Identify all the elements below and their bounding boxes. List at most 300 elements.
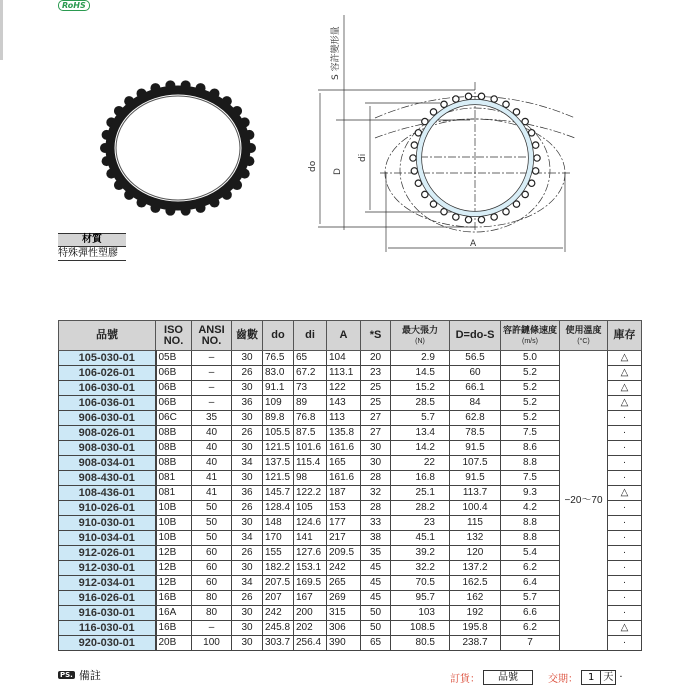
cell-teeth: 26 <box>232 546 263 561</box>
cell-s: 65 <box>361 636 391 651</box>
table-row <box>59 471 642 486</box>
cell-iso-no: 06B <box>156 396 192 411</box>
cell-chain-speed: 5.7 <box>501 591 560 606</box>
cell-s: 23 <box>361 366 391 381</box>
deformation-diagram <box>290 0 590 260</box>
cell-teeth: 34 <box>232 456 263 471</box>
cell-max-tension: 14.5 <box>391 366 450 381</box>
cell-stock: · <box>608 561 642 576</box>
table-row <box>59 606 642 621</box>
table-row <box>59 636 642 651</box>
header-label: 使用溫度 <box>565 324 602 335</box>
cell-d: 100.4 <box>450 501 501 516</box>
cell-iso-no: 20B <box>156 636 192 651</box>
cell-stock: △ <box>608 351 642 366</box>
cell-a: 161.6 <box>327 471 361 486</box>
cell-a: 113.1 <box>327 366 361 381</box>
material-value: 特殊彈性塑膠 <box>58 247 126 261</box>
cell-iso-no: 06C <box>156 411 192 426</box>
cell-chain-speed: 7.5 <box>501 426 560 441</box>
cell-di: 115.4 <box>294 456 327 471</box>
cell-max-tension: 16.8 <box>391 471 450 486</box>
cell-ansi-no: 35 <box>192 411 232 426</box>
cell-max-tension: 28.2 <box>391 501 450 516</box>
cell-d: 137.2 <box>450 561 501 576</box>
cell-di: 98 <box>294 471 327 486</box>
cell-chain-speed: 9.3 <box>501 486 560 501</box>
cell-a: 165 <box>327 456 361 471</box>
header-label: *S <box>369 329 382 341</box>
cell-chain-speed: 8.6 <box>501 441 560 456</box>
cell-s: 35 <box>361 546 391 561</box>
cell-part-no[interactable]: 910-034-01 <box>59 531 156 546</box>
cell-chain-speed: 7.5 <box>501 471 560 486</box>
cell-teeth: 30 <box>232 606 263 621</box>
cell-ansi-no: – <box>192 351 232 366</box>
cell-chain-speed: 5.4 <box>501 546 560 561</box>
cell-stock: · <box>608 456 642 471</box>
header-label: 容許鏈條速度 <box>502 324 557 335</box>
material-box <box>58 233 126 261</box>
header-label: A <box>339 329 348 341</box>
cell-s: 20 <box>361 351 391 366</box>
cell-part-no[interactable]: 912-026-01 <box>59 546 156 561</box>
cell-a: 104 <box>327 351 361 366</box>
cell-part-no[interactable]: 106-026-01 <box>59 366 156 381</box>
cell-iso-no: 10B <box>156 516 192 531</box>
order-label: 訂貨： <box>450 674 480 685</box>
header-label: 最大張力 <box>401 324 438 335</box>
cell-stock: · <box>608 441 642 456</box>
cell-s: 30 <box>361 441 391 456</box>
header-teeth <box>232 321 263 351</box>
cell-ansi-no: – <box>192 381 232 396</box>
cell-chain-speed: 5.2 <box>501 411 560 426</box>
cell-a: 161.6 <box>327 441 361 456</box>
cell-do: 109 <box>263 396 294 411</box>
cell-d: 238.7 <box>450 636 501 651</box>
cell-di: 202 <box>294 621 327 636</box>
header-label: 齒數 <box>236 329 258 341</box>
cell-chain-speed: 6.4 <box>501 576 560 591</box>
cell-d: 107.5 <box>450 456 501 471</box>
cell-max-tension: 80.5 <box>391 636 450 651</box>
cell-d: 120 <box>450 546 501 561</box>
table-row <box>59 501 642 516</box>
cell-di: 89 <box>294 396 327 411</box>
cell-d: 192 <box>450 606 501 621</box>
cell-chain-speed: 6.2 <box>501 621 560 636</box>
rohs-badge: RoHS <box>58 0 90 11</box>
cell-teeth: 34 <box>232 576 263 591</box>
cell-d: 162 <box>450 591 501 606</box>
cell-ansi-no: 80 <box>192 591 232 606</box>
cell-part-no[interactable]: 920-030-01 <box>59 636 156 651</box>
label-do: do <box>308 160 318 172</box>
table-row <box>59 531 642 546</box>
header-di <box>294 321 327 351</box>
cell-teeth: 30 <box>232 411 263 426</box>
cell-stock: · <box>608 411 642 426</box>
trailing-dot: · <box>619 672 623 683</box>
cell-stock: △ <box>608 396 642 411</box>
cell-stock: △ <box>608 381 642 396</box>
cell-chain-speed: 6.6 <box>501 606 560 621</box>
header-max-tension <box>391 321 450 351</box>
cell-s: 50 <box>361 621 391 636</box>
cell-ansi-no: 40 <box>192 426 232 441</box>
table-row <box>59 351 642 366</box>
page-edge <box>0 0 3 60</box>
chain-ring-photo <box>95 80 265 220</box>
cell-d: 56.5 <box>450 351 501 366</box>
cell-teeth: 30 <box>232 516 263 531</box>
cell-iso-no: 05B <box>156 351 192 366</box>
cell-do: 76.5 <box>263 351 294 366</box>
table-row <box>59 456 642 471</box>
cell-di: 124.6 <box>294 516 327 531</box>
cell-max-tension: 103 <box>391 606 450 621</box>
cell-stock: · <box>608 576 642 591</box>
cell-d: 113.7 <box>450 486 501 501</box>
header-d <box>450 321 501 351</box>
cell-s: 28 <box>361 471 391 486</box>
cell-max-tension: 13.4 <box>391 426 450 441</box>
table-row <box>59 561 642 576</box>
cell-max-tension: 32.2 <box>391 561 450 576</box>
cell-teeth: 36 <box>232 486 263 501</box>
cell-d: 115 <box>450 516 501 531</box>
header-do <box>263 321 294 351</box>
cell-iso-no: 16B <box>156 591 192 606</box>
cell-part-no[interactable]: 908-026-01 <box>59 426 156 441</box>
cell-teeth: 26 <box>232 426 263 441</box>
cell-stock: · <box>608 531 642 546</box>
cell-part-no[interactable]: 912-030-01 <box>59 561 156 576</box>
cell-di: 127.6 <box>294 546 327 561</box>
cell-do: 170 <box>263 531 294 546</box>
cell-a: 217 <box>327 531 361 546</box>
cell-chain-speed: 8.8 <box>501 456 560 471</box>
header-temperature <box>560 321 608 351</box>
cell-stock: · <box>608 591 642 606</box>
cell-max-tension: 5.7 <box>391 411 450 426</box>
order-info <box>450 670 623 685</box>
cell-a: 122 <box>327 381 361 396</box>
cell-do: 148 <box>263 516 294 531</box>
cell-ansi-no: 50 <box>192 531 232 546</box>
cell-max-tension: 22 <box>391 456 450 471</box>
label-s: S 容許變形量 <box>331 26 341 80</box>
cell-stock: · <box>608 501 642 516</box>
cell-teeth: 30 <box>232 636 263 651</box>
cell-a: 315 <box>327 606 361 621</box>
cell-a: 242 <box>327 561 361 576</box>
cell-do: 207 <box>263 591 294 606</box>
cell-chain-speed: 6.2 <box>501 561 560 576</box>
cell-do: 137.5 <box>263 456 294 471</box>
header-unit: (m/s) <box>522 337 538 345</box>
header-unit: (°C) <box>577 337 590 345</box>
header-label: 庫存 <box>613 329 636 341</box>
cell-ansi-no: 50 <box>192 501 232 516</box>
cell-teeth: 36 <box>232 396 263 411</box>
cell-max-tension: 70.5 <box>391 576 450 591</box>
cell-do: 145.7 <box>263 486 294 501</box>
cell-s: 27 <box>361 411 391 426</box>
cell-s: 30 <box>361 456 391 471</box>
label-d: D <box>333 168 343 175</box>
table-row <box>59 426 642 441</box>
cell-part-no[interactable]: 116-030-01 <box>59 621 156 636</box>
cell-ansi-no: 50 <box>192 516 232 531</box>
header-label: do <box>271 329 285 341</box>
table-row <box>59 441 642 456</box>
cell-di: 65 <box>294 351 327 366</box>
header-label: 品號 <box>96 329 118 341</box>
cell-stock: △ <box>608 366 642 381</box>
cell-stock: · <box>608 516 642 531</box>
cell-iso-no: 10B <box>156 501 192 516</box>
cell-teeth: 30 <box>232 471 263 486</box>
cell-teeth: 30 <box>232 561 263 576</box>
material-label: 材質 <box>58 233 126 247</box>
cell-d: 66.1 <box>450 381 501 396</box>
delivery-unit: 天 <box>600 670 616 685</box>
table-row <box>59 621 642 636</box>
cell-di: 256.4 <box>294 636 327 651</box>
cell-temperature: −20～70 <box>560 351 608 651</box>
remark-section <box>58 667 101 683</box>
cell-ansi-no: 60 <box>192 546 232 561</box>
cell-di: 167 <box>294 591 327 606</box>
cell-s: 45 <box>361 576 391 591</box>
cell-di: 153.1 <box>294 561 327 576</box>
cell-di: 200 <box>294 606 327 621</box>
cell-iso-no: 10B <box>156 531 192 546</box>
cell-ansi-no: – <box>192 621 232 636</box>
cell-iso-no: 081 <box>156 471 192 486</box>
cell-stock: · <box>608 546 642 561</box>
cell-part-no[interactable]: 106-036-01 <box>59 396 156 411</box>
cell-iso-no: 081 <box>156 486 192 501</box>
cell-d: 91.5 <box>450 471 501 486</box>
remark-label: 備註 <box>78 669 101 682</box>
cell-max-tension: 108.5 <box>391 621 450 636</box>
header-label: ANSI NO. <box>198 323 225 347</box>
cell-part-no[interactable]: 908-430-01 <box>59 471 156 486</box>
cell-chain-speed: 4.2 <box>501 501 560 516</box>
cell-a: 390 <box>327 636 361 651</box>
cell-iso-no: 06B <box>156 381 192 396</box>
cell-di: 105 <box>294 501 327 516</box>
cell-s: 27 <box>361 426 391 441</box>
cell-part-no[interactable]: 910-026-01 <box>59 501 156 516</box>
cell-max-tension: 39.2 <box>391 546 450 561</box>
cell-part-no[interactable]: 106-030-01 <box>59 381 156 396</box>
header-iso-no <box>156 321 192 351</box>
table-row <box>59 546 642 561</box>
cell-stock: · <box>608 426 642 441</box>
cell-s: 32 <box>361 486 391 501</box>
cell-a: 177 <box>327 516 361 531</box>
cell-teeth: 30 <box>232 621 263 636</box>
cell-stock: · <box>608 471 642 486</box>
cell-a: 143 <box>327 396 361 411</box>
cell-stock: · <box>608 636 642 651</box>
cell-stock: △ <box>608 486 642 501</box>
cell-teeth: 30 <box>232 441 263 456</box>
cell-max-tension: 95.7 <box>391 591 450 606</box>
header-label: ISO NO. <box>163 323 184 347</box>
label-a: A <box>470 239 477 249</box>
cell-di: 73 <box>294 381 327 396</box>
cell-di: 141 <box>294 531 327 546</box>
cell-ansi-no: 41 <box>192 486 232 501</box>
cell-max-tension: 2.9 <box>391 351 450 366</box>
cell-iso-no: 16B <box>156 621 192 636</box>
cell-iso-no: 08B <box>156 426 192 441</box>
cell-d: 60 <box>450 366 501 381</box>
cell-do: 121.5 <box>263 471 294 486</box>
table-row <box>59 486 642 501</box>
header-stock <box>608 321 642 351</box>
cell-chain-speed: 5.2 <box>501 396 560 411</box>
label-di: di <box>358 153 368 162</box>
header-chain-speed <box>501 321 560 351</box>
cell-ansi-no: 40 <box>192 456 232 471</box>
cell-iso-no: 12B <box>156 546 192 561</box>
cell-part-no[interactable]: 906-030-01 <box>59 411 156 426</box>
cell-d: 132 <box>450 531 501 546</box>
header-label: D=do-S <box>455 329 495 341</box>
cell-d: 91.5 <box>450 441 501 456</box>
table-row <box>59 366 642 381</box>
cell-a: 153 <box>327 501 361 516</box>
cell-s: 38 <box>361 531 391 546</box>
cell-do: 121.5 <box>263 441 294 456</box>
cell-chain-speed: 8.8 <box>501 516 560 531</box>
cell-do: 245.8 <box>263 621 294 636</box>
cell-chain-speed: 8.8 <box>501 531 560 546</box>
cell-part-no[interactable]: 108-436-01 <box>59 486 156 501</box>
cell-a: 135.8 <box>327 426 361 441</box>
header-ansi-no <box>192 321 232 351</box>
header-s <box>361 321 391 351</box>
cell-max-tension: 28.5 <box>391 396 450 411</box>
cell-iso-no: 16A <box>156 606 192 621</box>
cell-do: 155 <box>263 546 294 561</box>
cell-max-tension: 45.1 <box>391 531 450 546</box>
cell-part-no[interactable]: 908-034-01 <box>59 456 156 471</box>
header-a <box>327 321 361 351</box>
cell-iso-no: 12B <box>156 561 192 576</box>
delivery-label: 交期： <box>548 674 578 685</box>
cell-teeth: 30 <box>232 351 263 366</box>
cell-ansi-no: 40 <box>192 441 232 456</box>
cell-d: 195.8 <box>450 621 501 636</box>
cell-do: 91.1 <box>263 381 294 396</box>
table-row <box>59 411 642 426</box>
cell-chain-speed: 5.0 <box>501 351 560 366</box>
cell-d: 84 <box>450 396 501 411</box>
cell-a: 269 <box>327 591 361 606</box>
header-part-no <box>59 321 156 351</box>
cell-iso-no: 12B <box>156 576 192 591</box>
cell-ansi-no: 100 <box>192 636 232 651</box>
header-label: di <box>305 329 315 341</box>
cell-di: 122.2 <box>294 486 327 501</box>
cell-ansi-no: 60 <box>192 561 232 576</box>
cell-s: 33 <box>361 516 391 531</box>
cell-ansi-no: 60 <box>192 576 232 591</box>
cell-part-no[interactable]: 916-030-01 <box>59 606 156 621</box>
cell-iso-no: 08B <box>156 456 192 471</box>
cell-do: 242 <box>263 606 294 621</box>
cell-stock: · <box>608 606 642 621</box>
header-unit: (N) <box>415 337 425 345</box>
table-row <box>59 516 642 531</box>
cell-di: 67.2 <box>294 366 327 381</box>
cell-s: 28 <box>361 501 391 516</box>
cell-do: 83.0 <box>263 366 294 381</box>
cell-do: 182.2 <box>263 561 294 576</box>
table-row <box>59 396 642 411</box>
table-row <box>59 591 642 606</box>
cell-do: 207.5 <box>263 576 294 591</box>
cell-ansi-no: 80 <box>192 606 232 621</box>
table-row <box>59 576 642 591</box>
cell-di: 169.5 <box>294 576 327 591</box>
cell-s: 25 <box>361 381 391 396</box>
cell-a: 187 <box>327 486 361 501</box>
cell-part-no[interactable]: 908-030-01 <box>59 441 156 456</box>
cell-teeth: 26 <box>232 591 263 606</box>
cell-stock: △ <box>608 621 642 636</box>
cell-part-no[interactable]: 105-030-01 <box>59 351 156 366</box>
cell-s: 25 <box>361 396 391 411</box>
cell-a: 265 <box>327 576 361 591</box>
cell-di: 101.6 <box>294 441 327 456</box>
cell-a: 113 <box>327 411 361 426</box>
cell-chain-speed: 5.2 <box>501 381 560 396</box>
cell-part-no[interactable]: 912-034-01 <box>59 576 156 591</box>
cell-max-tension: 23 <box>391 516 450 531</box>
cell-a: 209.5 <box>327 546 361 561</box>
cell-chain-speed: 7 <box>501 636 560 651</box>
cell-max-tension: 15.2 <box>391 381 450 396</box>
cell-do: 303.7 <box>263 636 294 651</box>
cell-do: 128.4 <box>263 501 294 516</box>
delivery-value[interactable]: 1 <box>581 670 601 685</box>
cell-teeth: 34 <box>232 531 263 546</box>
ps-icon: PS. <box>60 671 73 679</box>
cell-part-no[interactable]: 916-026-01 <box>59 591 156 606</box>
cell-max-tension: 14.2 <box>391 441 450 456</box>
cell-ansi-no: – <box>192 396 232 411</box>
cell-di: 76.8 <box>294 411 327 426</box>
cell-chain-speed: 5.2 <box>501 366 560 381</box>
order-value[interactable]: 品號 <box>483 670 533 685</box>
cell-di: 87.5 <box>294 426 327 441</box>
cell-d: 78.5 <box>450 426 501 441</box>
cell-part-no[interactable]: 910-030-01 <box>59 516 156 531</box>
spec-table <box>58 320 642 651</box>
cell-d: 162.5 <box>450 576 501 591</box>
cell-iso-no: 08B <box>156 441 192 456</box>
cell-ansi-no: – <box>192 366 232 381</box>
cell-a: 306 <box>327 621 361 636</box>
